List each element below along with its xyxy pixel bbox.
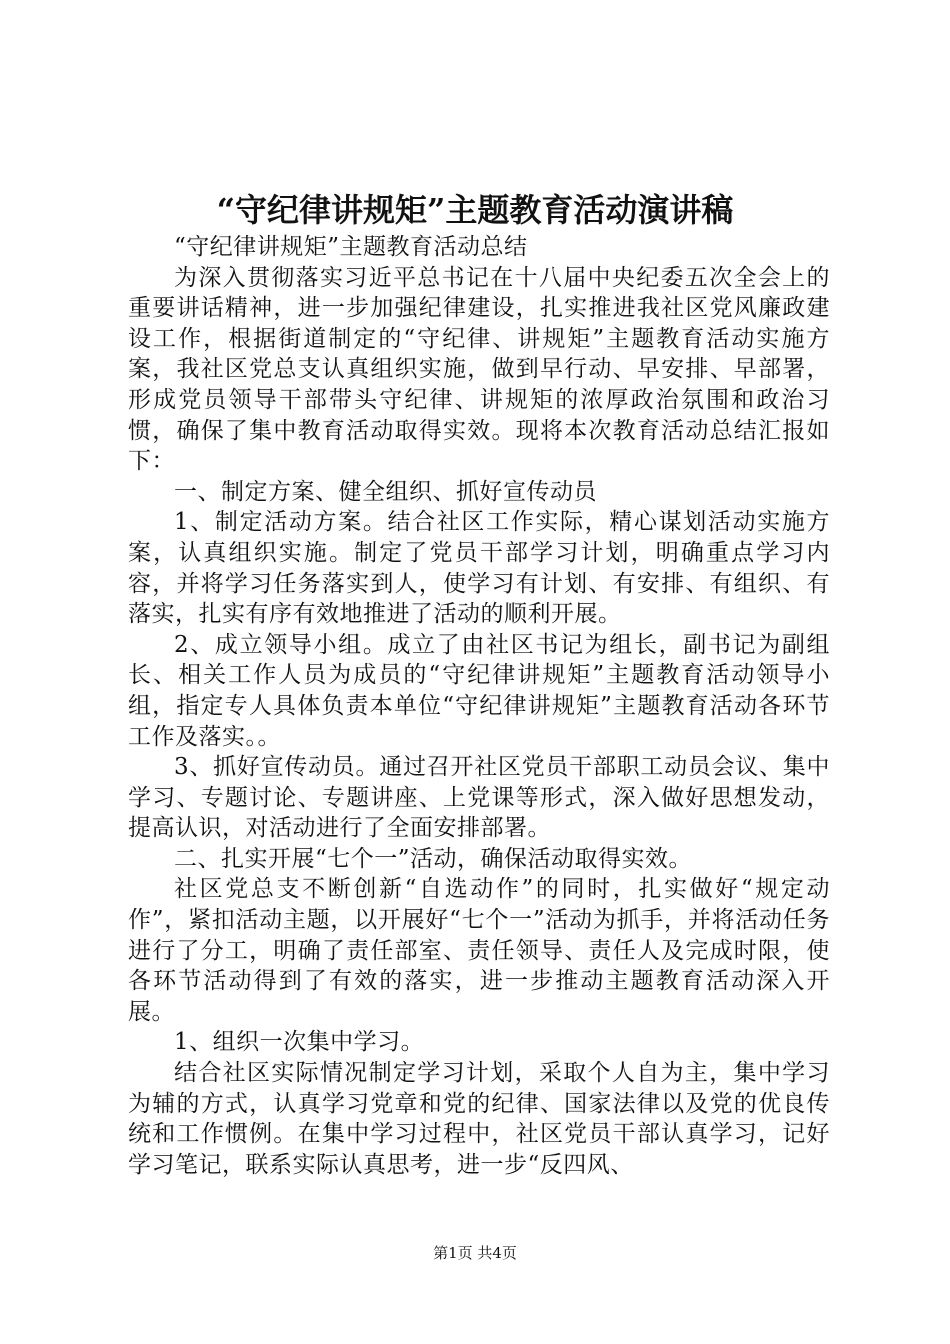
paragraph-intro: 为深入贯彻落实习近平总书记在十八届中央纪委五次全会上的重要讲话精神，进一步加强纪律建设，扎实推进我社区党风廉政建设工作，根据街道制定的“守纪律、讲规矩”主题教育活动实施方案，我社区党总支认真组织实施，做到早行动、早安排、早部署，形成党员领导干部带头守纪律、讲规矩的浓厚政治氛围和政治习惯，确保了集中教育活动取得实效。现将本次教育活动总结汇报如下： bbox=[128, 264, 830, 475]
paragraph-item-3: 3、抓好宣传动员。通过召开社区党员干部职工动员会议、集中学习、专题讨论、专题讲座、上党课等形式，深入做好思想发动，提高认识，对活动进行了全面安排部署。 bbox=[128, 754, 830, 842]
section-heading-2: 二、扎实开展“七个一”活动，确保活动取得实效。 bbox=[174, 845, 693, 872]
paragraph-item-2: 2、成立领导小组。成立了由社区书记为组长，副书记为副组长、相关工作人员为成员的“守纪律讲规矩”主题教育活动领导小组，指定专人具体负责本单位“守纪律讲规矩”主题教育活动各环节工作及落实。。 bbox=[128, 631, 830, 750]
paragraph-section-2: 社区党总支不断创新“自选动作”的同时，扎实做好“规定动作”，紧扣活动主题，以开展好“七个一”活动为抓手，并将活动任务进行了分工，明确了责任部室、责任领导、责任人及完成时限，使各环节活动得到了有效的落实，进一步推动主题教育活动深入开展。 bbox=[128, 876, 830, 1025]
paragraph-study: 结合社区实际情况制定学习计划，采取个人自为主，集中学习为辅的方式，认真学习党章和党的纪律、国家法律以及党的优良传统和工作惯例。在集中学习过程中，社区党员干部认真学习，记好学习笔记，联系实际认真思考，进一步“反四风、 bbox=[128, 1060, 830, 1178]
page-footer: 第1页 共4页 bbox=[433, 1244, 517, 1262]
paragraph-item-1: 1、制定活动方案。结合社区工作实际，精心谋划活动实施方案，认真组织实施。制定了党员干部学习计划，明确重点学习内容，并将学习任务落实到人，使学习有计划、有安排、有组织、有落实，扎实有序有效地推进了活动的顺利开展。 bbox=[128, 509, 830, 628]
subheading-study: 1、组织一次集中学习。 bbox=[174, 1029, 425, 1056]
paragraph-subtitle: “守纪律讲规矩”主题教育活动总结 bbox=[174, 234, 528, 260]
document-title: “守纪律讲规矩”主题教育活动演讲稿 bbox=[216, 191, 734, 229]
section-heading-1: 一、制定方案、健全组织、抓好宣传动员 bbox=[174, 478, 597, 505]
document-body bbox=[128, 232, 830, 1180]
